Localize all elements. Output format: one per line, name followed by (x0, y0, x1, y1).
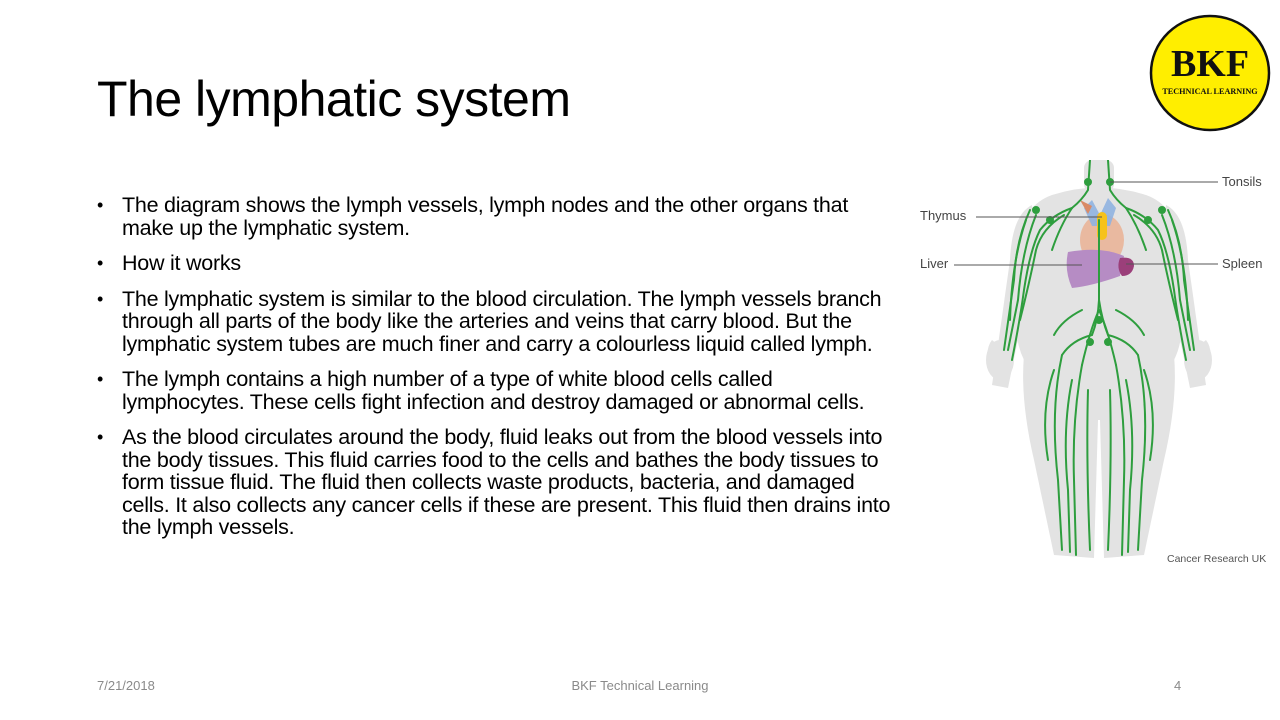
bullet-item (97, 194, 897, 239)
logo-sub-text: TECHNICAL LEARNING (1162, 87, 1258, 96)
bullet-glyph: • (97, 253, 104, 273)
bullet-text: As the blood circulates around the body, fluid leaks out from the blood vessels into the body tissues. This fluid carries food to the cells and bathes the body tissues to form tissue fluid. The fluid then collects waste products, bacteria, and damaged cells. It also collects any cancer cells if these are present. This fluid then drains into the lymph vessels. (122, 425, 891, 539)
label-liver: Liver (920, 256, 949, 271)
bullet-item (97, 288, 897, 356)
lymphatic-diagram (912, 160, 1272, 580)
bullet-glyph: • (97, 195, 104, 215)
logo-main-text: BKF (1170, 43, 1250, 85)
bullet-item (97, 426, 897, 539)
bullet-text: The lymph contains a high number of a type of white blood cells called lymphocytes. These cells fight infection and destroy damaged or abnormal cells. (122, 367, 865, 414)
label-spleen: Spleen (1222, 256, 1263, 271)
footer-page-number: 4 (1174, 678, 1182, 693)
slide-title: The lymphatic system (97, 71, 571, 127)
image-credit: Cancer Research UK (1167, 553, 1267, 565)
bullet-item (97, 368, 897, 413)
bullet-list (97, 194, 897, 552)
label-tonsils: Tonsils (1222, 174, 1262, 189)
bullet-glyph: • (97, 288, 104, 309)
footer-title: BKF Technical Learning (571, 678, 709, 693)
bullet-text: How it works (122, 251, 241, 275)
bullet-text: The lymphatic system is similar to the blood circulation. The lymph vessels branch through all parts of the body like the arteries and veins that carry blood. But the lymphatic system tubes are much finer and carry a colourless liquid called lymph. (122, 286, 882, 356)
label-thymus: Thymus (920, 208, 967, 223)
bullet-glyph: • (97, 369, 104, 389)
bullet-text: The diagram shows the lymph vessels, lymph nodes and the other organs that make up the lymphatic system. (122, 193, 849, 240)
bullet-item (97, 252, 897, 275)
footer-date: 7/21/2018 (97, 678, 155, 693)
bullet-glyph: • (97, 427, 104, 447)
bkf-logo (1149, 14, 1271, 132)
